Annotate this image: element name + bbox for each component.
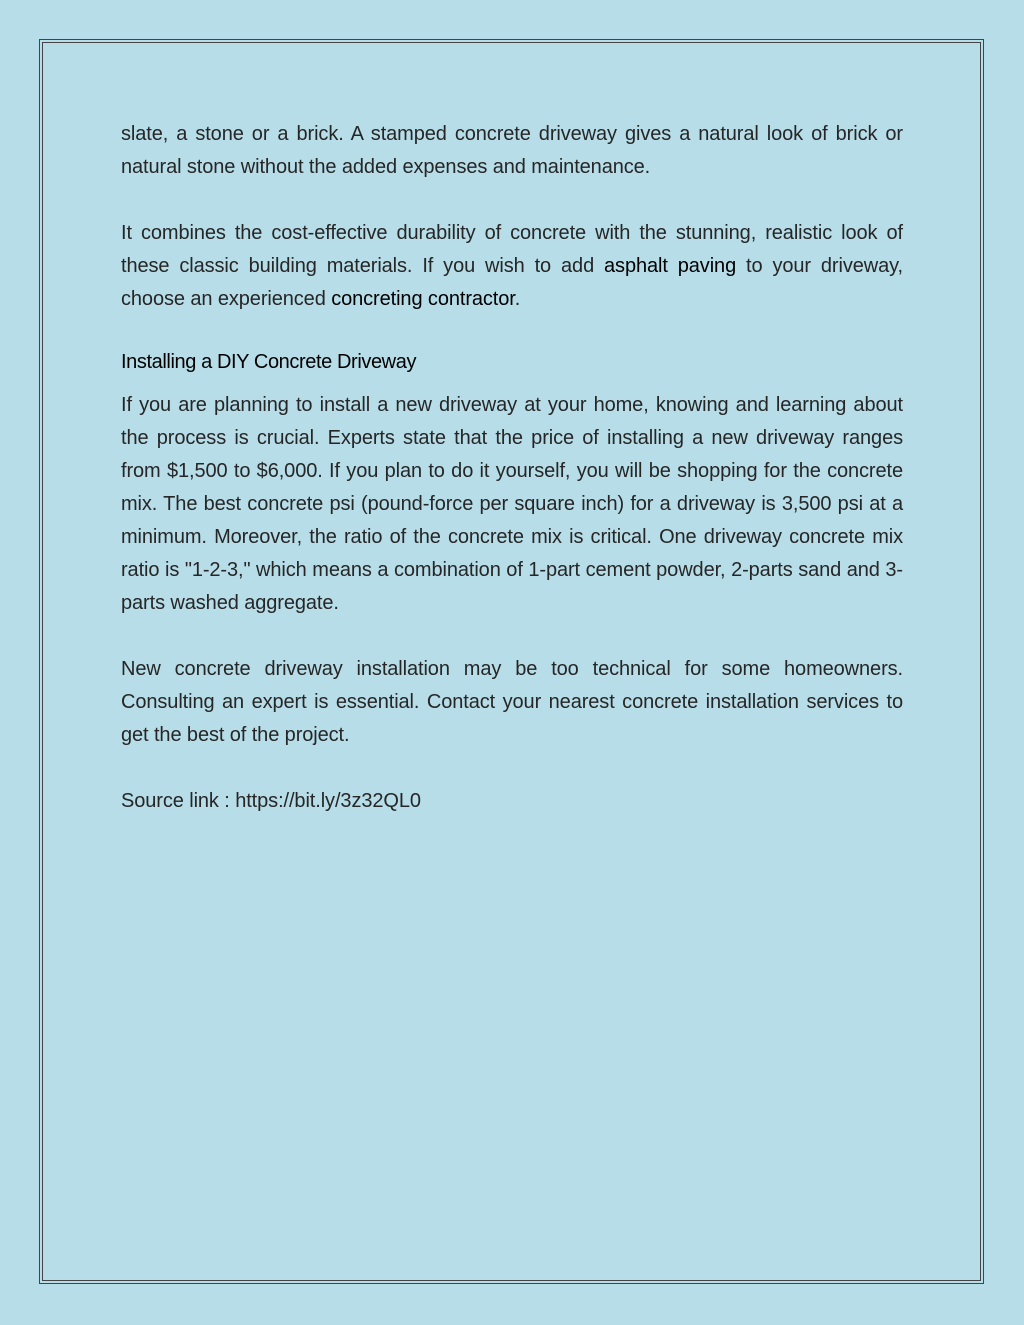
- asphalt-paving-link[interactable]: asphalt paving: [604, 255, 737, 277]
- concreting-contractor-link[interactable]: concreting contractor: [331, 288, 515, 310]
- paragraph-expert-advice: New concrete driveway installation may be too technical for some homeowners. Consulting an expert is essential. Contact your nearest concrete installation services to get the best of the project.: [121, 658, 903, 746]
- paragraph-text: to your driveway, choose an experienced: [121, 255, 903, 310]
- paragraph-stamped-concrete: slate, a stone or a brick. A stamped concrete driveway gives a natural look of brick or natural stone without the added expenses and maintenance.: [121, 123, 903, 178]
- paragraph-text: .: [514, 288, 521, 310]
- document-body: [121, 118, 903, 818]
- paragraph-diy-install: If you are planning to install a new driveway at your home, knowing and learning about the process is crucial. Experts state that the price of installing a new driveway ranges from $1,500 to $6,000. If you plan to do it yourself, you will be shopping for the concrete mix. The best concrete psi (pound-force per square inch) for a driveway is 3,500 psi at a minimum. Moreover, the ratio of the concrete mix is critical. One driveway concrete mix ratio is "1-2-3," which means a combination of 1-part cement powder, 2-parts sand and 3-parts washed aggregate.: [121, 394, 903, 614]
- source-link[interactable]: Source link : https://bit.ly/3z32QL0: [121, 790, 421, 812]
- section-heading: Installing a DIY Concrete Driveway: [121, 351, 417, 373]
- paragraph-cost-effective: [121, 217, 903, 316]
- paragraph-text: It combines the cost-effective durability of concrete with the stunning, realistic look of these classic building materials. If you wish to add: [121, 222, 903, 277]
